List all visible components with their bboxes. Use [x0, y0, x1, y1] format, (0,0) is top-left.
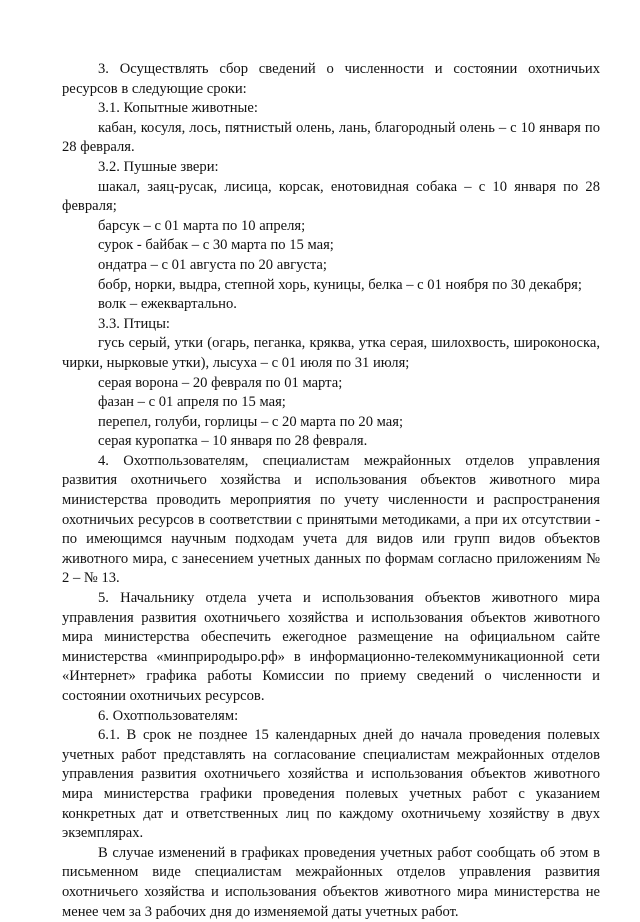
paragraph-3: 3. Осуществлять сбор сведений о численности и состоянии охотничьих ресурсов в следующие сроки:	[62, 61, 600, 97]
heading-3-1: 3.1. Копытные животные:	[98, 100, 258, 117]
line-crow: серая ворона – 20 февраля по 01 марта;	[98, 374, 343, 391]
paragraph-4: 4. Охотпользователям, специалистам межрайонных отделов управления развития охотничьего хозяйства и использования объектов животного мира министерства проводить мероприятия по учету численности и распространения охотничьих ресурсов в соответствии с принятыми методиками, а при их отсутствии - по имеющимся научным подходам учета для видов или групп видов объектов животного мира, с занесением учетных данных по формам согласно приложениям № 2 – № 13.	[62, 452, 600, 587]
paragraph-5: 5. Начальнику отдела учета и использования объектов животного мира управления развития охотничьего хозяйства и использования объектов животного мира министерства обеспечить ежегодное размещение на официальном сайте министерства «минприродыро.рф» в информационно-телекоммуникационной сети «Интернет» графика работы Комиссии по приему сведений о численности и состоянии охотничьих ресурсов.	[62, 590, 600, 704]
line-pheasant: фазан – с 01 апреля по 15 мая;	[98, 394, 286, 411]
document-page	[62, 60, 600, 922]
line-muskrat: ондатра – с 01 августа по 20 августа;	[98, 256, 327, 273]
line-quail: перепел, голуби, горлицы – с 20 марта по 20 мая;	[98, 413, 404, 430]
line-badger: барсук – с 01 марта по 10 апреля;	[98, 217, 306, 234]
paragraph-birds: гусь серый, утки (огарь, пеганка, кряква, утка серая, шилохвость, широконоска, чирки, нырковые утки), лысуха – с 01 июля по 31 июля;	[62, 335, 600, 371]
line-wolf: волк – ежеквартально.	[98, 296, 237, 313]
paragraph-ungulates: кабан, косуля, лось, пятнистый олень, лань, благородный олень – с 10 января по 28 февраля.	[62, 119, 600, 156]
paragraph-fur-animals: шакал, заяц-русак, лисица, корсак, енотовидная собака – с 10 января по 28 февраля;	[62, 178, 600, 215]
heading-3-2: 3.2. Пушные звери:	[98, 158, 219, 175]
line-beaver: бобр, норки, выдра, степной хорь, куницы, белка – с 01 ноября по 30 декабря;	[98, 276, 582, 293]
line-partridge: серая куропатка – 10 января по 28 февраля.	[98, 433, 368, 450]
heading-3-3: 3.3. Птицы:	[98, 315, 170, 332]
paragraph-6-1: 6.1. В срок не позднее 15 календарных дней до начала проведения полевых учетных работ представлять на согласование специалистам межрайонных отделов управления развития охотничьего хозяйства и использования объектов животного мира министерства графики проведения полевых учетных работ с указанием конкретных дат и ответственных лиц по каждому охотничьему хозяйству в двух экземплярах.	[62, 727, 600, 842]
paragraph-changes: В случае изменений в графиках проведения учетных работ сообщать об этом в письменном виде специалистам межрайонных отделов управления развития охотничьего хозяйства и использования объектов животного мира министерства не менее чем за 3 рабочих дня до изменяемой даты учетных работ.	[62, 844, 600, 920]
heading-6: 6. Охотпользователям:	[98, 707, 239, 724]
line-marmot: сурок - байбак – с 30 марта по 15 мая;	[98, 237, 334, 254]
